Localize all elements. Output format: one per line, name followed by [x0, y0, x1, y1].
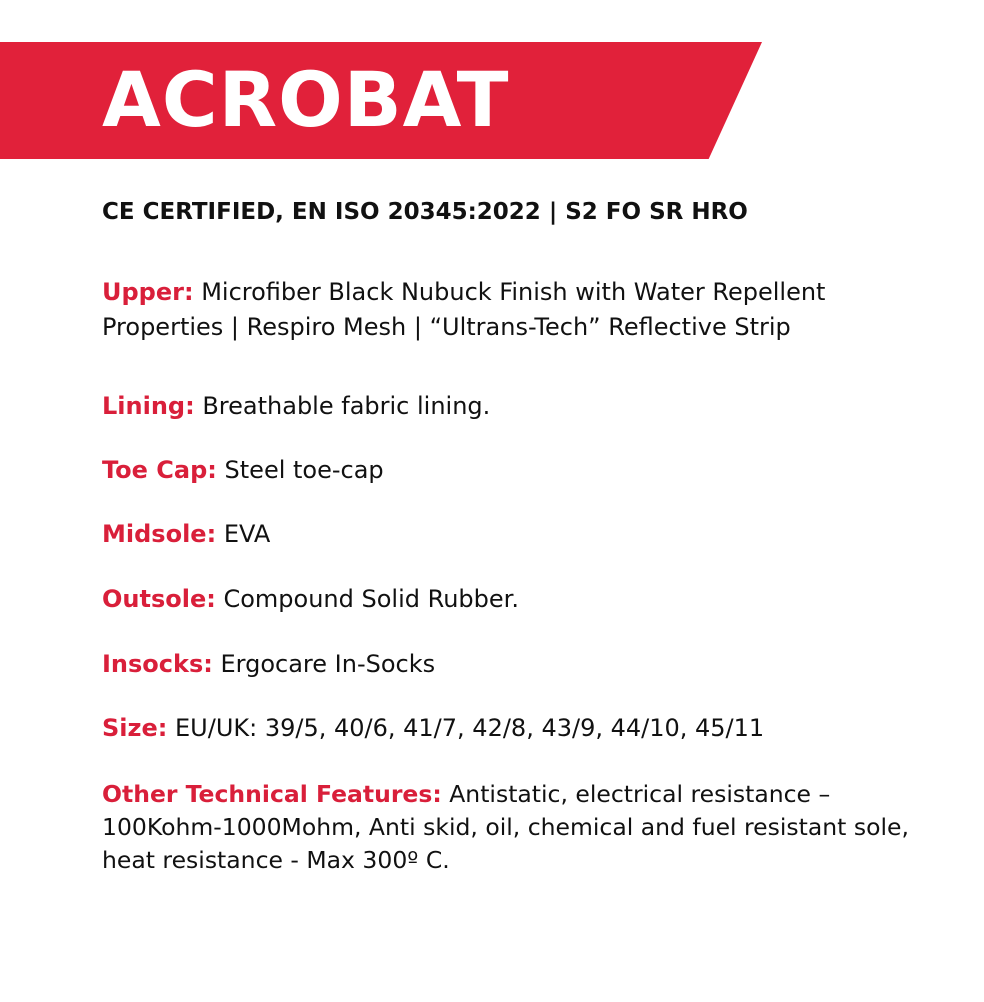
spec-toe-cap — [102, 453, 932, 488]
spec-outsole — [102, 582, 932, 617]
spec-value: Microfiber Black Nubuck Finish with Water Repellent Properties | Respiro Mesh | “Ultrans-Tech” Reflective Strip — [102, 278, 826, 341]
spec-label: Size: — [102, 714, 168, 742]
spec-value: Antistatic, electrical resistance – 100Kohm-1000Mohm, Anti skid, oil, chemical and fuel resistant sole, heat resistance - Max 300º C. — [102, 780, 909, 874]
product-title: ACROBAT — [102, 55, 510, 144]
spec-label: Insocks: — [102, 650, 213, 678]
spec-label: Other Technical Features: — [102, 780, 442, 808]
spec-value: Compound Solid Rubber. — [223, 585, 519, 613]
spec-label: Toe Cap: — [102, 456, 217, 484]
spec-insocks — [102, 647, 932, 682]
spec-label: Outsole: — [102, 585, 216, 613]
spec-value: Breathable fabric lining. — [202, 392, 491, 420]
spec-label: Midsole: — [102, 520, 217, 548]
spec-size — [102, 711, 932, 746]
spec-upper — [102, 275, 932, 345]
spec-other-technical-features — [102, 778, 932, 877]
spec-value: EVA — [223, 520, 271, 548]
spec-lining — [102, 389, 932, 424]
spec-value: Steel toe-cap — [224, 456, 384, 484]
certification-line: CE CERTIFIED, EN ISO 20345:2022 | S2 FO SR HRO — [102, 199, 748, 225]
spec-label: Lining: — [102, 392, 195, 420]
spec-midsole — [102, 517, 932, 552]
spec-label: Upper: — [102, 278, 194, 306]
spec-value: EU/UK: 39/5, 40/6, 41/7, 42/8, 43/9, 44/10, 45/11 — [175, 714, 765, 742]
spec-value: Ergocare In-Socks — [220, 650, 436, 678]
